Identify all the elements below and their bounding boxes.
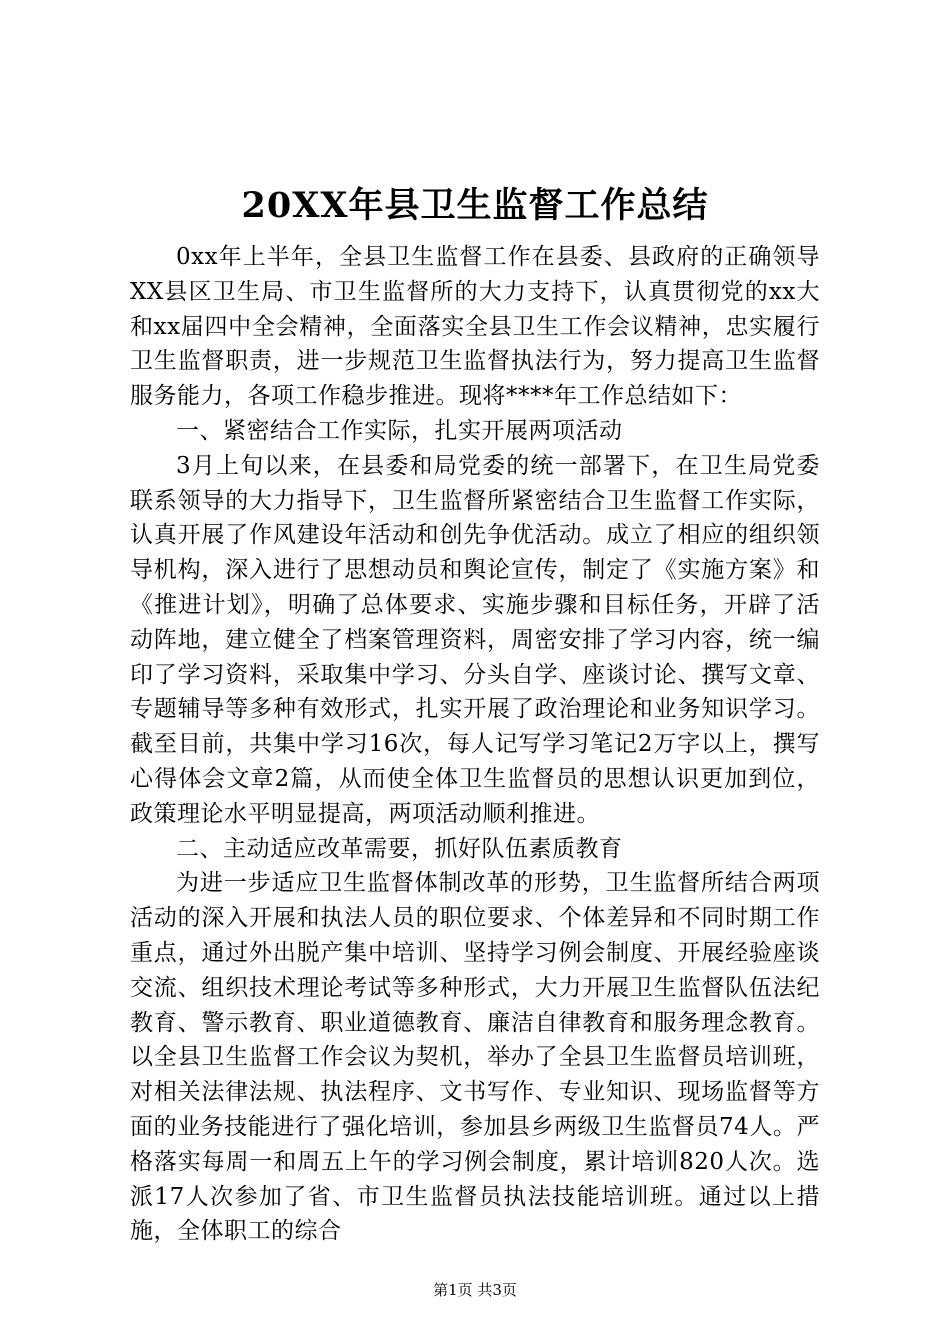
section-heading-1: 一、紧密结合工作实际，扎实开展两项活动 [176,417,623,444]
section-heading-2: 二、主动适应改革需要，抓好队伍素质教育 [176,835,623,862]
section-2-paragraph: 为进一步适应卫生监督体制改革的形势，卫生监督所结合两项活动的深入开展和执法人员的职位要求、个体差异和不同时期工作重点，通过外出脱产集中培训、坚持学习例会制度、开展经验座谈交流、组织技术理论考试等多种形式，大力开展卫生监督队伍法纪教育、警示教育、职业道德教育、廉洁自律教育和服务理念教育。以全县卫生监督工作会议为契机，举办了全县卫生监督员培训班，对相关法律法规、执法程序、文书写作、专业知识、现场监督等方面的业务技能进行了强化培训，参加县乡两级卫生监督员74人。严格落实每周一和周五上午的学习例会制度，累计培训820人次。选派17人次参加了省、市卫生监督员执法技能培训班。通过以上措施，全体职工的综合 [130,870,820,1245]
intro-paragraph: 0xx年上半年，全县卫生监督工作在县委、县政府的正确领导XX县区卫生局、市卫生监督所的大力支持下，认真贯彻党的xx大和xx届四中全会精神，全面落实全县卫生工作会议精神，忠实履行卫生监督职责，进一步规范卫生监督执法行为，努力提高卫生监督服务能力，各项工作稳步推进。现将****年工作总结如下： [130,244,820,410]
page-footer: 第1页 共3页 [433,1281,517,1299]
section-1-paragraph: 3月上旬以来，在县委和局党委的统一部署下，在卫生局党委联系领导的大力指导下，卫生监督所紧密结合卫生监督工作实际，认真开展了作风建设年活动和创先争优活动。成立了相应的组织领导机构，深入进行了思想动员和舆论宣传，制定了《实施方案》和《推进计划》，明确了总体要求、实施步骤和目标任务，开辟了活动阵地，建立健全了档案管理资料，周密安排了学习内容，统一编印了学习资料，采取集中学习、分头自学、座谈讨论、撰写文章、专题辅导等多种有效形式，扎实开展了政治理论和业务知识学习。截至目前，共集中学习16次，每人记写学习笔记2万字以上，撰写心得体会文章2篇，从而使全体卫生监督员的思想认识更加到位，政策理论水平明显提高，两项活动顺利推进。 [130,452,820,827]
document-title: 20XX年县卫生监督工作总结 [241,185,709,226]
document-body [130,240,820,1249]
